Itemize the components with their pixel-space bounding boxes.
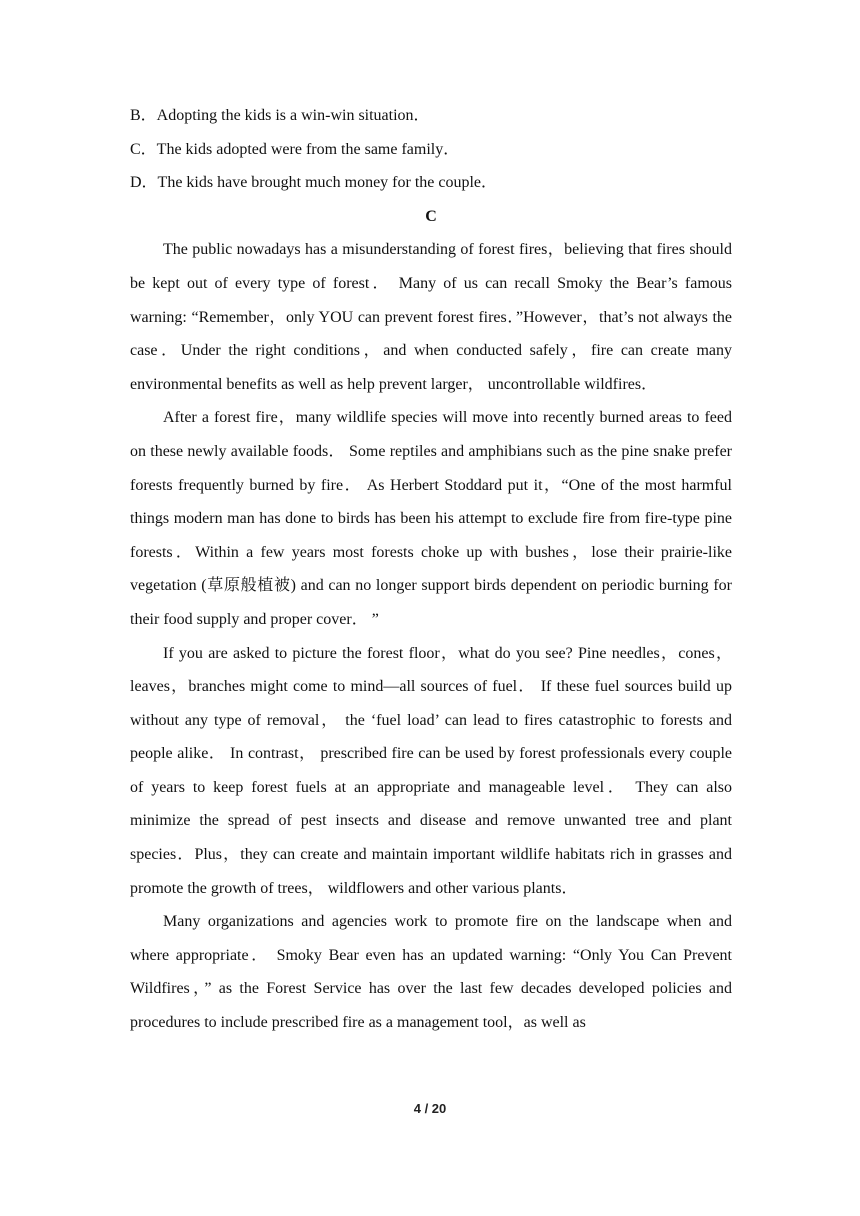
paragraph-3: If you are asked to picture the forest floor，what do you see? Pine needles，cones，leaves，branches might come to mind—all sources of fuel． If these fuel sources build up without any type of removal， the ‘fuel load’ can lead to fires catastrophic to forests and people alike． In contrast， prescribed fire can be used by forest professionals every couple of years to keep forest fuels at an appropriate and manageable level． They can also minimize the spread of pest insects and disease and remove unwanted tree and plant species．Plus，they can create and maintain important wildlife habitats rich in grasses and promote the growth of trees， wildflowers and other various plants．: [130, 644, 732, 897]
paragraph-2: After a forest fire，many wildlife species will move into recently burned areas to feed on these newly available foods． Some reptiles and amphibians such as the pine snake prefer forests frequently burned by fire． As Herbert Stoddard put it，“One of the most harmful things modern man has done to birds has been his attempt to exclude fire from fire-type pine forests．Within a few years most forests choke up with bushes，lose their prairie-like vegetation (草原般植被) and can no longer support birds dependent on periodic burning for their food supply and proper cover． ”: [130, 409, 732, 628]
answer-option-d: D．The kids have brought much money for the couple．: [130, 174, 498, 192]
page-content: [130, 99, 732, 1040]
paragraph-4: Many organizations and agencies work to promote fire on the landscape when and where appropriate． Smoky Bear even has an updated warning: “Only You Can Prevent Wildfires，” as the Forest Service has over the last few decades developed policies and procedures to include prescribed fire as a management tool，as well as: [130, 913, 732, 1032]
answer-option-c: C．The kids adopted were from the same family．: [130, 140, 460, 158]
section-heading: C: [425, 207, 437, 225]
answer-option-b: B．Adopting the kids is a win-win situation．: [130, 107, 430, 124]
page-number: 4 / 20: [413, 1101, 447, 1116]
paragraph-1: The public nowadays has a misunderstanding of forest fires，believing that fires should be kept out of every type of forest． Many of us can recall Smoky the Bear’s famous warning: “Remember，only YOU can prevent forest fires．”However，that’s not always the case．Under the right conditions，and when conducted safely，fire can create many environmental benefits as well as help prevent larger， uncontrollable wildfires．: [130, 241, 732, 393]
